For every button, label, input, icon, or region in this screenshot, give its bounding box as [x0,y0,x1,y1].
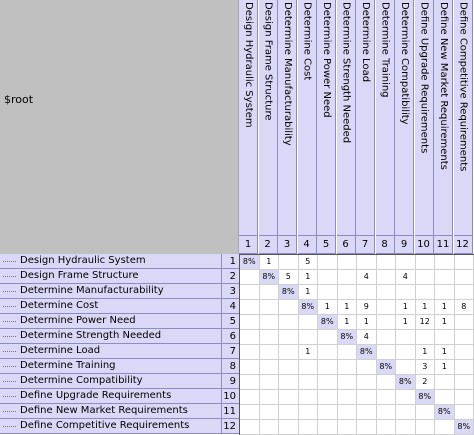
column-header[interactable] [298,0,317,254]
row-header-number: 7 [221,344,239,359]
column-header[interactable] [337,0,356,254]
column-header[interactable] [454,0,473,254]
column-header-number: 1 [239,235,257,253]
matrix-cell[interactable] [377,420,397,435]
column-header-label: Define New Market Requirements [438,2,449,170]
tree-connector [3,381,16,382]
column-header[interactable] [376,0,395,254]
row-header[interactable] [0,269,239,284]
row-header-number: 1 [221,254,239,269]
column-header-label: Define Upgrade Requirements [418,2,430,154]
matrix-cell[interactable] [396,420,416,435]
matrix-cell[interactable]: 1 [318,300,338,315]
column-header-number: 12 [454,235,472,253]
column-header-number: 9 [395,235,413,253]
matrix-cell[interactable]: 12 [416,315,436,330]
matrix-cell[interactable] [455,315,474,330]
row-header[interactable] [0,314,239,329]
row-header-label: Determine Cost [20,300,99,311]
column-header[interactable] [356,0,375,254]
diagonal-cell[interactable]: 8% [279,285,299,300]
matrix-cell[interactable] [396,285,416,300]
column-header[interactable] [239,0,258,254]
matrix-cell[interactable] [240,390,260,405]
matrix-cell[interactable] [455,285,474,300]
column-header[interactable] [317,0,336,254]
matrix-cell[interactable] [338,360,358,375]
diagonal-cell[interactable]: 8% [357,345,377,360]
tree-connector [3,321,16,322]
matrix-cell[interactable]: 1 [416,345,436,360]
column-header-number: 3 [278,235,296,253]
matrix-cell[interactable] [318,375,338,390]
column-header[interactable] [395,0,414,254]
row-header-label: Determine Manufacturability [20,285,164,296]
column-header[interactable] [259,0,278,254]
row-header[interactable] [0,254,239,269]
matrix-cell[interactable] [377,285,397,300]
row-header-label: Determine Load [20,345,101,356]
matrix-cell[interactable] [240,270,260,285]
matrix-cell[interactable] [240,300,260,315]
matrix-cell[interactable] [299,375,319,390]
diagonal-cell[interactable]: 8% [435,405,455,420]
matrix-cell[interactable] [318,390,338,405]
column-header-label: Determine Power Need [321,2,332,118]
row-header-label: Define Upgrade Requirements [20,390,172,401]
matrix-cell[interactable] [455,360,474,375]
matrix-cell[interactable] [377,390,397,405]
matrix-cell[interactable]: 4 [357,330,377,345]
matrix-cell[interactable] [377,255,397,270]
matrix-cell[interactable] [260,300,280,315]
matrix-cell[interactable] [279,330,299,345]
matrix-cell[interactable] [338,255,358,270]
matrix-cell[interactable] [377,405,397,420]
matrix-cell[interactable]: 1 [435,345,455,360]
diagonal-cell[interactable]: 8% [416,390,436,405]
root-header-cell [0,0,239,254]
row-header-label: Define Competitive Requirements [20,420,190,431]
row-header-number: 8 [221,359,239,374]
matrix-cell[interactable] [318,255,338,270]
column-header[interactable] [434,0,453,254]
matrix-cell[interactable]: 1 [435,315,455,330]
matrix-cell[interactable] [318,345,338,360]
matrix-cell[interactable] [240,315,260,330]
matrix-cell[interactable] [279,420,299,435]
matrix-cell[interactable]: 1 [299,345,319,360]
matrix-cell[interactable] [318,330,338,345]
matrix-cell[interactable] [260,420,280,435]
matrix-cell[interactable] [377,345,397,360]
matrix-cell[interactable] [377,315,397,330]
tree-connector [3,291,16,292]
tree-connector [3,426,16,427]
matrix-cell[interactable] [416,405,436,420]
row-header-number: 11 [221,404,239,419]
matrix-cell[interactable]: 9 [357,300,377,315]
matrix-cell[interactable]: 1 [396,300,416,315]
row-header-number: 3 [221,284,239,299]
matrix-cell[interactable] [377,330,397,345]
matrix-cell[interactable] [357,420,377,435]
matrix-cell[interactable] [279,360,299,375]
matrix-cell[interactable] [338,390,358,405]
tree-connector [3,351,16,352]
matrix-cell[interactable] [260,405,280,420]
matrix-cell[interactable]: 1 [416,300,436,315]
diagonal-cell[interactable]: 8% [455,420,474,435]
matrix-cell[interactable] [240,285,260,300]
matrix-cell[interactable] [455,390,474,405]
matrix-cell[interactable] [299,390,319,405]
matrix-cell[interactable] [377,375,397,390]
diagonal-cell[interactable]: 8% [318,315,338,330]
row-header-number: 6 [221,329,239,344]
column-header-label: Determine Manufacturability [282,2,293,146]
row-header-number: 10 [221,389,239,404]
diagonal-cell[interactable]: 8% [240,255,260,270]
matrix-cell[interactable] [357,255,377,270]
matrix-cell[interactable] [279,390,299,405]
matrix-cell[interactable]: 1 [338,315,358,330]
matrix-cell[interactable] [299,420,319,435]
matrix-cell[interactable] [260,330,280,345]
matrix-cell[interactable] [338,270,358,285]
matrix-cell[interactable] [455,255,474,270]
matrix-cell[interactable] [338,405,358,420]
matrix-cell[interactable] [338,420,358,435]
matrix-cell[interactable] [299,330,319,345]
row-header-number: 9 [221,374,239,389]
column-header-number: 8 [376,235,394,253]
row-header[interactable] [0,374,239,389]
matrix-cell[interactable]: 5 [279,270,299,285]
matrix-cell[interactable] [279,315,299,330]
column-header-label: Determine Cost [301,2,313,81]
matrix-cell[interactable] [279,375,299,390]
column-header-label: Design Frame Structure [262,2,274,121]
column-header[interactable] [415,0,434,254]
diagonal-cell[interactable]: 8% [377,360,397,375]
column-header-label: Determine Strength Needed [340,2,352,144]
column-header-number: 6 [337,235,355,253]
column-header-label: Define Competitive Requirements [457,2,469,172]
matrix-cell[interactable]: 1 [260,255,280,270]
row-header[interactable] [0,284,239,299]
column-header-label: Determine Training [379,2,391,98]
matrix-cell[interactable] [260,360,280,375]
diagonal-cell[interactable]: 8% [396,375,416,390]
matrix-cell[interactable] [240,330,260,345]
row-header[interactable] [0,344,239,359]
matrix-cell[interactable] [318,420,338,435]
column-header-number: 2 [259,235,277,253]
row-header-number: 12 [221,419,239,434]
row-header[interactable] [0,329,239,344]
matrix-cell[interactable] [260,375,280,390]
column-header-number: 4 [298,235,316,253]
matrix-cell[interactable] [396,255,416,270]
row-header-label: Define New Market Requirements [20,405,188,416]
matrix-cell[interactable] [338,375,358,390]
matrix-cell[interactable] [416,285,436,300]
matrix-cell[interactable]: 8 [455,300,474,315]
matrix-cell[interactable] [338,285,358,300]
matrix-cell[interactable] [396,345,416,360]
matrix-cell[interactable]: 4 [396,270,416,285]
row-header[interactable] [0,359,239,374]
column-header-number: 10 [415,235,433,253]
row-header-label: Determine Compatibility [20,375,143,386]
matrix-cell[interactable] [279,345,299,360]
matrix-cell[interactable]: 1 [435,300,455,315]
matrix-cell[interactable] [455,270,474,285]
matrix-cell[interactable] [416,270,436,285]
column-header-number: 11 [434,235,452,253]
matrix-cell[interactable] [455,330,474,345]
matrix-cell[interactable] [299,360,319,375]
matrix-cell[interactable] [318,285,338,300]
matrix-cell[interactable]: 5 [299,255,319,270]
matrix-cell[interactable] [435,390,455,405]
dsm-matrix [239,254,474,435]
matrix-cell[interactable] [455,405,474,420]
diagonal-cell[interactable]: 8% [260,270,280,285]
column-header-number: 7 [356,235,374,253]
matrix-cell[interactable]: 3 [416,360,436,375]
matrix-cell[interactable] [396,405,416,420]
column-headers [239,0,474,254]
matrix-cell[interactable]: 1 [435,360,455,375]
matrix-cell[interactable] [318,270,338,285]
matrix-cell[interactable] [240,375,260,390]
tree-connector [3,396,16,397]
tree-connector [3,366,16,367]
column-header-label: Determine Compatibility [399,2,410,125]
matrix-cell[interactable] [416,255,436,270]
column-header-label: Design Hydraulic System [243,2,254,128]
matrix-cell[interactable]: 4 [357,270,377,285]
matrix-cell[interactable] [396,330,416,345]
matrix-cell[interactable] [240,405,260,420]
matrix-cell[interactable] [357,360,377,375]
matrix-cell[interactable] [260,315,280,330]
matrix-cell[interactable] [396,390,416,405]
matrix-cell[interactable]: 1 [299,270,319,285]
row-header[interactable] [0,404,239,419]
matrix-cell[interactable] [435,255,455,270]
matrix-cell[interactable] [260,345,280,360]
matrix-cell[interactable] [396,360,416,375]
matrix-cell[interactable] [435,330,455,345]
matrix-cell[interactable] [357,375,377,390]
diagonal-cell[interactable]: 8% [299,300,319,315]
matrix-cell[interactable] [338,345,358,360]
matrix-cell[interactable] [435,375,455,390]
row-header[interactable] [0,299,239,314]
matrix-cell[interactable] [299,315,319,330]
matrix-cell[interactable] [240,360,260,375]
matrix-cell[interactable] [377,270,397,285]
row-header-number: 4 [221,299,239,314]
matrix-cell[interactable]: 1 [396,315,416,330]
matrix-cell[interactable]: 1 [299,285,319,300]
row-header[interactable] [0,389,239,404]
root-label: $root [4,93,34,106]
diagonal-cell[interactable]: 8% [338,330,358,345]
column-header-label: Determine Load [360,2,371,83]
matrix-cell[interactable] [260,285,280,300]
tree-connector [3,336,16,337]
matrix-cell[interactable] [299,405,319,420]
matrix-cell[interactable] [416,420,436,435]
matrix-cell[interactable] [240,345,260,360]
row-headers [0,254,239,435]
column-header-number: 5 [317,235,335,253]
matrix-cell[interactable] [357,390,377,405]
row-header-label: Design Frame Structure [20,270,139,281]
tree-connector [3,261,16,262]
matrix-cell[interactable] [435,285,455,300]
row-header-label: Design Hydraulic System [20,255,146,266]
tree-connector [3,276,16,277]
matrix-cell[interactable] [455,375,474,390]
column-header[interactable] [278,0,297,254]
row-header-label: Determine Strength Needed [20,330,162,341]
tree-connector [3,411,16,412]
matrix-cell[interactable]: 2 [416,375,436,390]
matrix-cell[interactable] [357,285,377,300]
row-header-label: Determine Power Need [20,315,136,326]
matrix-cell[interactable] [435,420,455,435]
matrix-cell[interactable] [455,345,474,360]
row-header-number: 5 [221,314,239,329]
tree-connector [3,306,16,307]
matrix-cell[interactable] [318,405,338,420]
matrix-cell[interactable] [357,405,377,420]
matrix-cell[interactable] [416,330,436,345]
matrix-cell[interactable] [279,405,299,420]
matrix-cell[interactable] [318,360,338,375]
row-header-label: Determine Training [20,360,116,371]
row-header[interactable] [0,419,239,434]
matrix-cell[interactable] [279,300,299,315]
matrix-cell[interactable] [377,300,397,315]
matrix-cell[interactable] [435,270,455,285]
matrix-cell[interactable] [260,390,280,405]
row-header-number: 2 [221,269,239,284]
matrix-cell[interactable]: 1 [357,315,377,330]
matrix-cell[interactable]: 1 [338,300,358,315]
matrix-cell[interactable] [240,420,260,435]
matrix-cell[interactable] [279,255,299,270]
